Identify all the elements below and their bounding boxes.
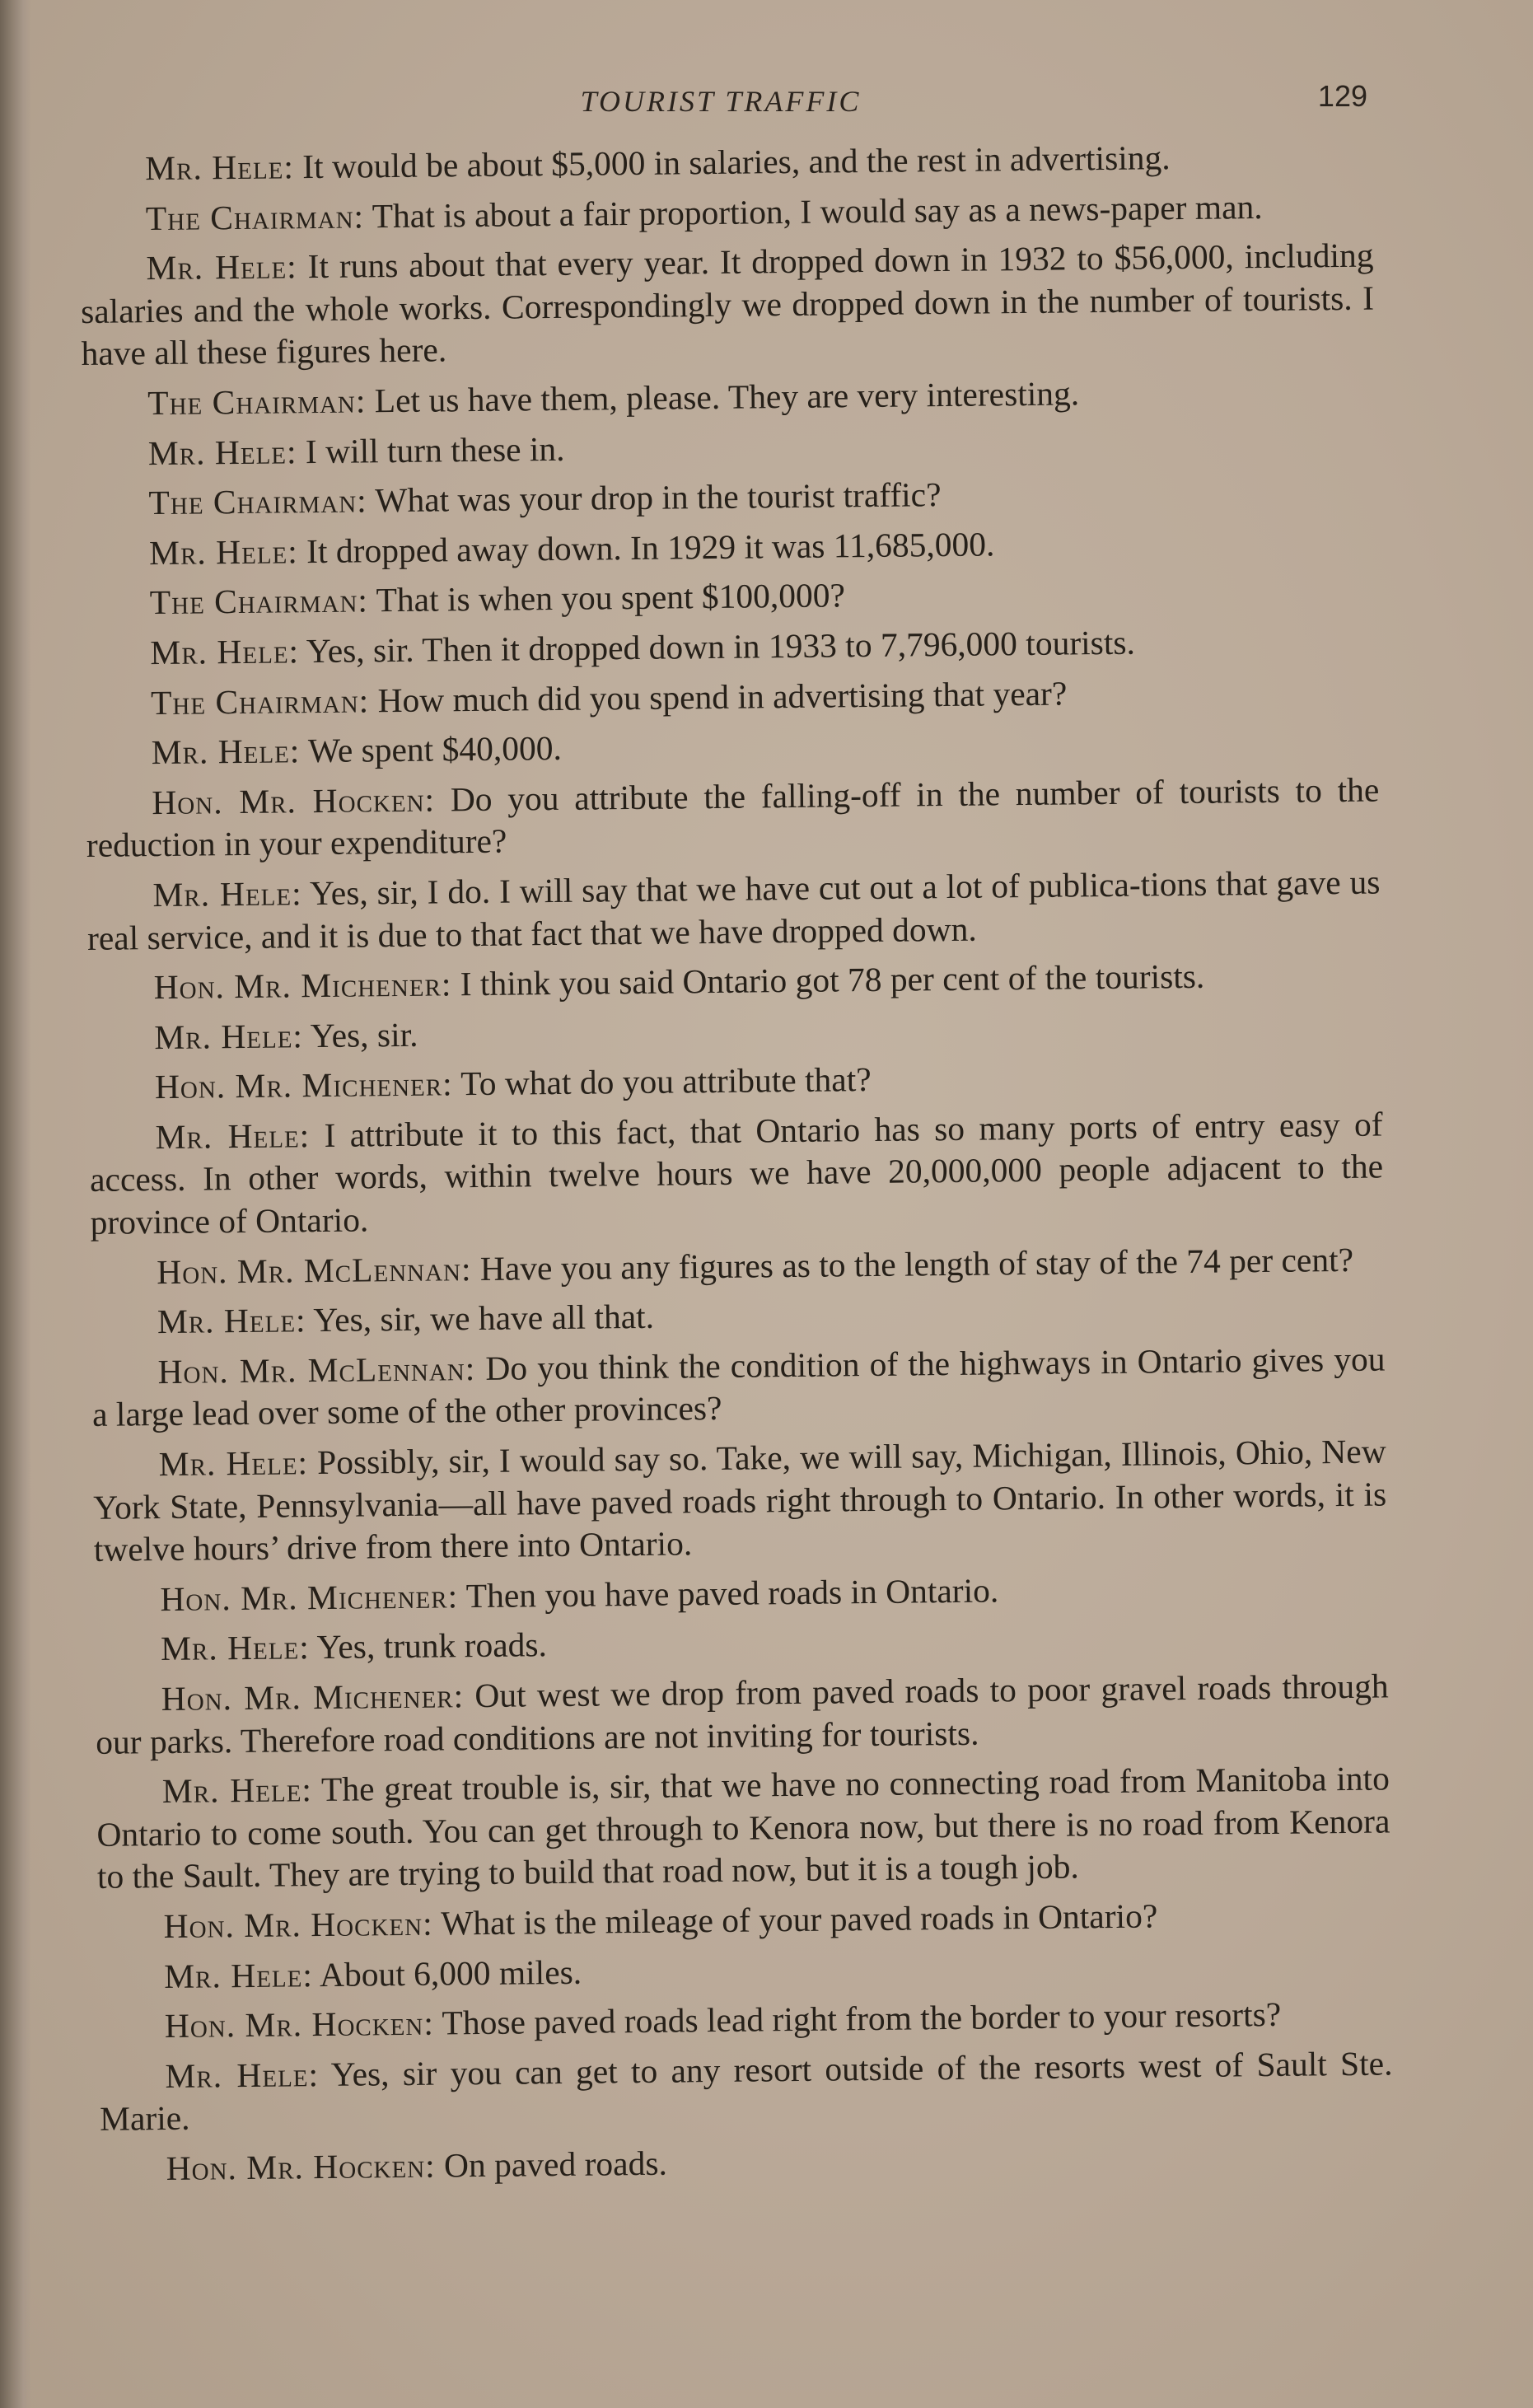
speaker-label: Mr. Hele: [146, 247, 297, 288]
speech-text: I attribute it to this fact, that Ontario has so many ports of entry easy of access. In other words, within twelve hours we have 20,000,000 people adjacent to the province of Ontario. [89, 1105, 1384, 1241]
speaker-label: Hon. Mr. Hocken: [164, 2004, 435, 2046]
speaker-label: Mr. Hele: [160, 1628, 310, 1668]
transcript-paragraph [99, 2042, 1393, 2141]
transcript-paragraph [82, 470, 1376, 526]
speaker-label: The Chairman: [148, 481, 367, 522]
speech-text: It runs about that every year. It dropped down in 1932 to $56,000, including salaries and the whole works. Correspondingly we dropped down in the number of tourists. I have all these figures here. [80, 236, 1375, 373]
speaker-label: Mr. Hele: [148, 531, 299, 572]
speech-text: That is about a fair proportion, I would say as a news-paper man. [372, 187, 1263, 235]
speaker-label: Mr. Hele: [151, 732, 301, 772]
transcript-paragraph [98, 1943, 1391, 1999]
speech-text: Yes, trunk roads. [316, 1625, 548, 1667]
speech-text: I will turn these in. [305, 429, 565, 470]
speech-text: That is when you spent $100,000? [376, 576, 846, 620]
speaker-label: Hon. Mr. Michener: [161, 1676, 465, 1718]
speaker-label: Mr. Hele: [161, 1770, 313, 1811]
transcript-paragraph [95, 1665, 1389, 1764]
speech-text: What is the mileage of your paved roads in Ontario? [440, 1896, 1158, 1943]
transcript-paragraph [91, 1338, 1386, 1437]
transcript-paragraph [91, 1288, 1385, 1344]
speech-text: Then you have paved roads in Ontario. [465, 1571, 999, 1615]
speaker-label: Hon. Mr. Michener: [154, 1064, 453, 1106]
speaker-label: The Chairman: [149, 581, 369, 622]
speaker-label: Hon. Mr. Michener: [153, 965, 452, 1007]
speaker-label: The Chairman: [147, 381, 367, 423]
speaker-label: The Chairman: [150, 680, 370, 722]
transcript-paragraph [88, 1003, 1381, 1059]
transcript-paragraph [94, 1565, 1387, 1621]
transcript-paragraph [89, 1054, 1382, 1110]
transcript-paragraph [92, 1431, 1387, 1572]
transcript-paragraph [86, 769, 1380, 867]
transcript-paragraph [79, 135, 1372, 191]
speaker-label: Hon. Mr. Hocken: [152, 780, 436, 821]
speech-text: What was your drop in the tourist traffic? [375, 475, 942, 520]
transcript-paragraph [99, 1993, 1392, 2049]
page-number: 129 [1317, 79, 1367, 113]
page-header [74, 79, 1367, 129]
running-title: TOURIST TRAFFIC [580, 85, 862, 118]
speech-text: Out west we drop from paved roads to poor gravel roads through our parks. Therefore road conditions are not inviting for tourists. [96, 1667, 1389, 1761]
speech-text: Possibly, sir, I would say so. Take, we will say, Michigan, Illinois, Ohio, New York State, Pennsylvania—all have paved roads right through to Ontario. In other words, it is twelve hours’ drive from there into Ontario. [93, 1432, 1387, 1569]
transcript-paragraph [89, 1103, 1384, 1244]
speaker-label: Hon. Mr. McLennan: [157, 1349, 476, 1391]
transcript-paragraph [100, 2134, 1393, 2191]
transcript-paragraph [85, 669, 1378, 725]
transcript-paragraph [87, 954, 1381, 1010]
transcript-paragraph [83, 519, 1376, 575]
speech-text: It would be about $5,000 in salaries, and the rest in advertising. [302, 138, 1171, 186]
speech-text: To what do you attribute that? [460, 1060, 872, 1103]
transcript-paragraph [80, 185, 1373, 241]
speech-text: Yes, sir, I do. I will say that we have cut out a lot of publica-tions that gave us real service, and it is due to that fact that we have dropped down. [86, 863, 1381, 957]
speech-text: Yes, sir, we have all that. [313, 1298, 655, 1340]
speech-text: Yes, sir. [310, 1015, 418, 1054]
speech-text: Those paved roads lead right from the border to your resorts? [442, 1995, 1282, 2042]
transcript-paragraph [91, 1238, 1384, 1294]
transcript-paragraph [95, 1615, 1388, 1672]
speaker-label: Mr. Hele: [152, 874, 302, 914]
speech-text: On paved roads. [443, 2144, 668, 2185]
speaker-label: The Chairman: [145, 196, 365, 237]
speaker-label: Mr. Hele: [155, 1116, 311, 1156]
speaker-label: Mr. Hele: [145, 147, 295, 188]
speech-text: We spent $40,000. [307, 729, 563, 770]
speaker-label: Hon. Mr. Hocken: [163, 1904, 433, 1946]
speech-text: Have you any figures as to the length of stay of the 74 per cent? [479, 1240, 1354, 1288]
speaker-label: Mr. Hele: [154, 1016, 304, 1056]
speaker-label: Mr. Hele: [163, 1955, 314, 1995]
speech-text: It dropped away down. In 1929 it was 11,685,000. [306, 525, 995, 570]
speech-text: The great trouble is, sir, that we have no connecting road from Manitoba into Ontario to come south. You can get through to Kenora now, but there is no road from Kenora to the Sault. They are trying to build that road now, but it is a tough job. [96, 1759, 1390, 1896]
transcript-paragraph [85, 719, 1378, 775]
transcript-paragraph [86, 861, 1381, 960]
transcript-paragraph [97, 1892, 1390, 1948]
speech-text: I think you said Ontario got 78 per cent of the tourists. [460, 956, 1205, 1003]
transcript-paragraph [80, 235, 1375, 376]
speaker-label: Hon. Mr. Michener: [160, 1577, 459, 1618]
speaker-label: Mr. Hele: [165, 2055, 320, 2095]
speaker-label: Mr. Hele: [147, 432, 297, 472]
speech-text: About 6,000 miles. [319, 1952, 582, 1994]
speaker-label: Mr. Hele: [157, 1301, 306, 1341]
speech-text: Do you think the condition of the highways in Ontario gives you a large lead over some of the other provinces? [91, 1340, 1386, 1434]
speech-text: Yes, sir you can get to any resort outside of the resorts west of Sault Ste. Marie. [99, 2044, 1393, 2139]
transcript-paragraph [84, 619, 1377, 675]
speaker-label: Hon. Mr. Hocken: [166, 2146, 436, 2187]
transcript-paragraph [96, 1758, 1391, 1899]
transcript-body [79, 135, 1394, 2199]
speech-text: Let us have them, please. They are very interesting. [374, 374, 1080, 420]
transcript-paragraph [82, 419, 1376, 475]
speech-text: Do you attribute the falling-off in the number of tourists to the reduction in your expenditure? [86, 770, 1380, 865]
speaker-label: Mr. Hele: [158, 1443, 309, 1484]
book-binding-edge [0, 0, 31, 2408]
speech-text: Yes, sir. Then it dropped down in 1933 to 7,796,000 tourists. [306, 623, 1136, 671]
transcript-paragraph [82, 370, 1375, 426]
speaker-label: Mr. Hele: [150, 632, 300, 672]
transcript-paragraph [84, 569, 1377, 625]
speaker-label: Hon. Mr. McLennan: [157, 1249, 472, 1291]
speech-text: How much did you spend in advertising that year? [377, 674, 1068, 719]
